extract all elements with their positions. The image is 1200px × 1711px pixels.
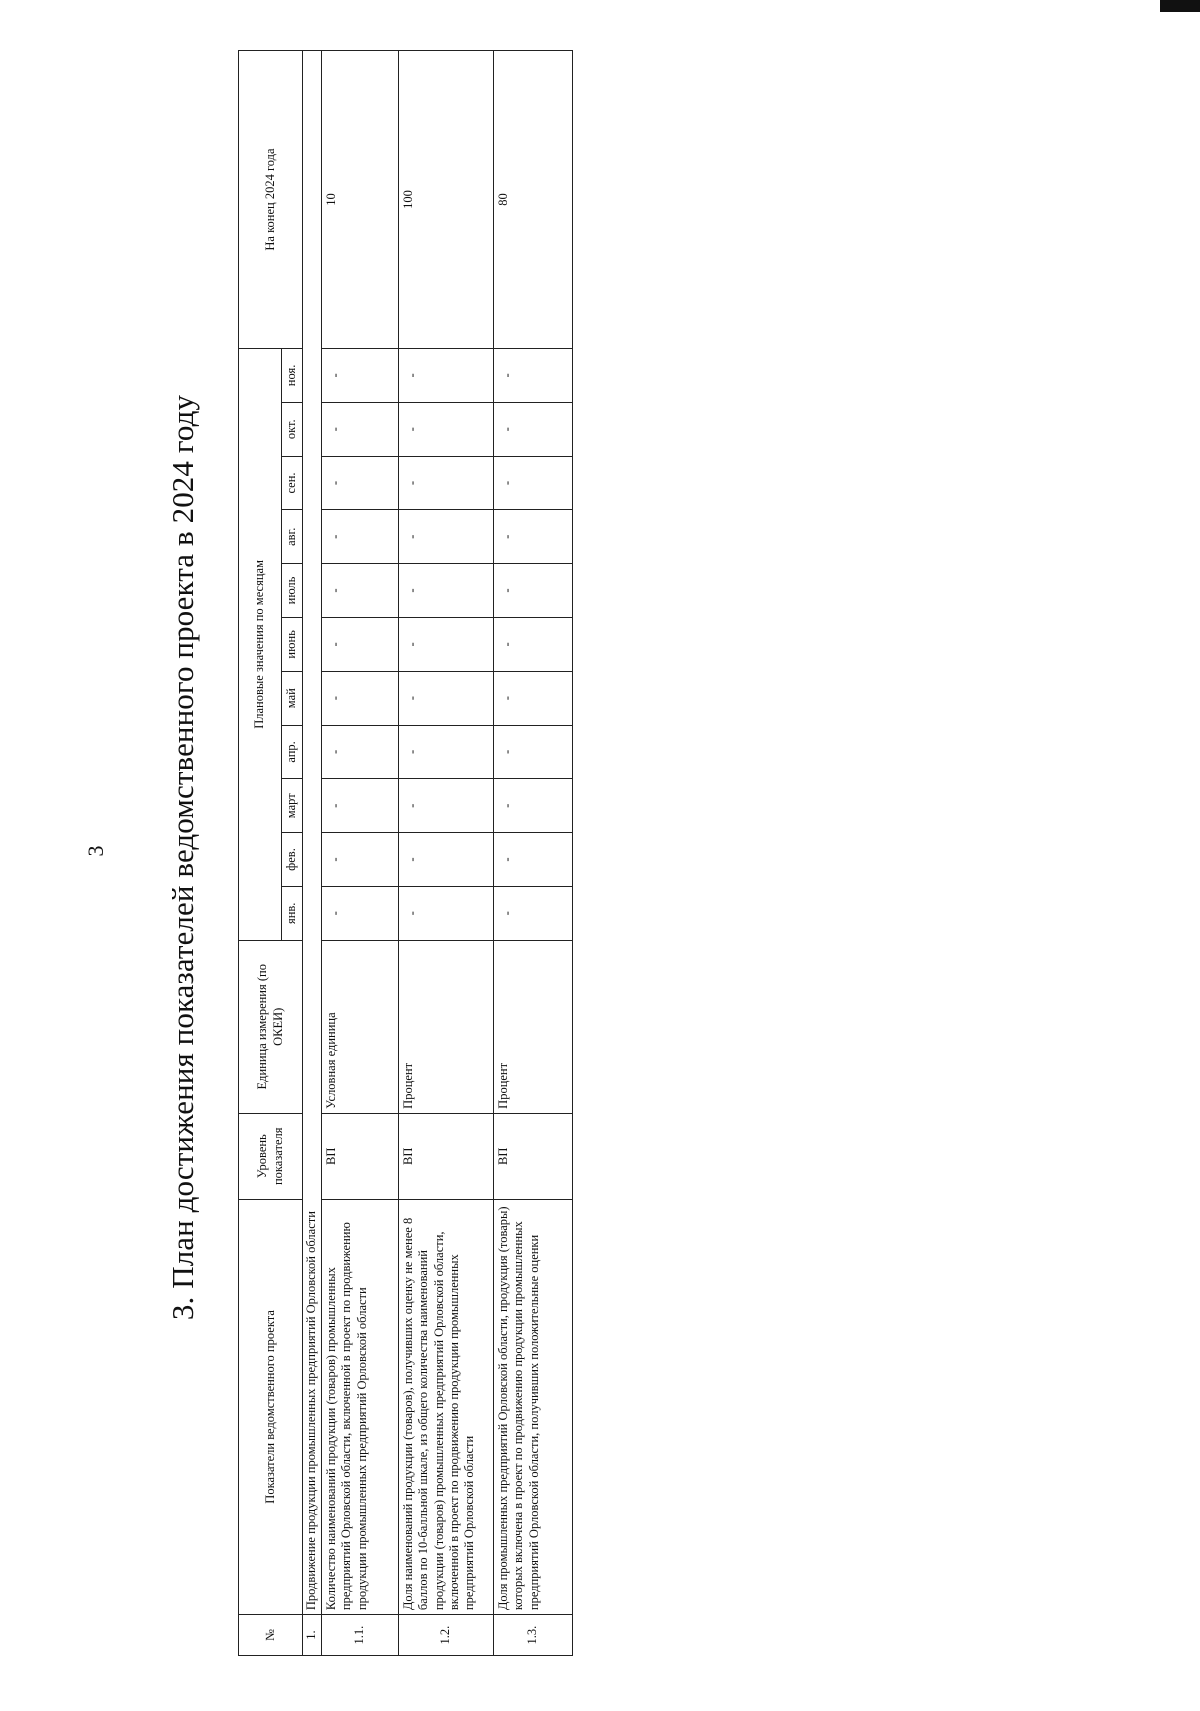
row-end-value: 10 — [322, 51, 399, 349]
rotated-page-content — [0, 50, 1200, 1665]
row-month-value: - — [399, 456, 494, 510]
header-month: сен. — [282, 456, 303, 510]
document-title: 3. План достижения показателей ведомственного проекта в 2024 году — [165, 394, 200, 1321]
row-month-value: - — [322, 779, 399, 833]
corner-scan-mark — [1160, 0, 1200, 12]
row-month-value: - — [399, 617, 494, 671]
header-month: май — [282, 671, 303, 725]
row-month-value: - — [494, 402, 573, 456]
row-unit: Процент — [399, 940, 494, 1113]
row-end-value: 80 — [494, 51, 573, 349]
row-month-value: - — [322, 617, 399, 671]
header-indicator: Показатели ведомственного проекта — [239, 1199, 303, 1614]
table-row — [322, 51, 399, 1656]
row-level: ВП — [322, 1113, 399, 1199]
header-month: окт. — [282, 402, 303, 456]
row-month-value: - — [399, 671, 494, 725]
header-month: ноя. — [282, 349, 303, 403]
row-month-value: - — [322, 833, 399, 887]
row-month-value: - — [399, 564, 494, 618]
header-month: март — [282, 779, 303, 833]
row-month-value: - — [322, 886, 399, 940]
section-row — [303, 51, 322, 1656]
row-month-value: - — [494, 349, 573, 403]
table-row — [399, 51, 494, 1656]
section-title: Продвижение продукции промышленных предприятий Орловской области — [303, 51, 322, 1615]
row-month-value: - — [494, 671, 573, 725]
row-month-value: - — [494, 510, 573, 564]
row-month-value: - — [322, 725, 399, 779]
row-month-value: - — [494, 617, 573, 671]
row-month-value: - — [399, 402, 494, 456]
row-month-value: - — [399, 779, 494, 833]
header-end-of-year: На конец 2024 года — [239, 51, 303, 349]
row-month-value: - — [322, 564, 399, 618]
header-row-top — [239, 51, 282, 1656]
header-monthly-values: Плановые значения по месяцам — [239, 349, 282, 941]
section-num: 1. — [303, 1615, 322, 1656]
row-month-value: - — [399, 349, 494, 403]
indicators-plan-table — [238, 50, 573, 1656]
row-month-value: - — [494, 886, 573, 940]
header-num: № — [239, 1615, 303, 1656]
row-unit: Условная единица — [322, 940, 399, 1113]
header-level: Уровень показателя — [239, 1113, 303, 1199]
row-month-value: - — [494, 725, 573, 779]
row-num: 1.1. — [322, 1615, 399, 1656]
row-month-value: - — [399, 725, 494, 779]
row-month-value: - — [322, 671, 399, 725]
header-month: июль — [282, 564, 303, 618]
row-end-value: 100 — [399, 51, 494, 349]
table-row — [494, 51, 573, 1656]
row-month-value: - — [399, 886, 494, 940]
indicators-table-wrapper — [238, 50, 573, 1656]
row-month-value: - — [399, 833, 494, 887]
row-month-value: - — [494, 564, 573, 618]
row-month-value: - — [494, 779, 573, 833]
row-month-value: - — [322, 510, 399, 564]
header-month: авг. — [282, 510, 303, 564]
row-month-value: - — [322, 402, 399, 456]
row-num: 1.3. — [494, 1615, 573, 1656]
row-level: ВП — [494, 1113, 573, 1199]
header-month: июнь — [282, 617, 303, 671]
row-month-value: - — [322, 349, 399, 403]
header-month: янв. — [282, 886, 303, 940]
row-indicator-name: Доля промышленных предприятий Орловской области, продукция (товары) которых включена в проект по продвижению продукции промышленных предприятий Орловской области, получивших положительные оценки — [494, 1199, 573, 1614]
row-unit: Процент — [494, 940, 573, 1113]
header-month: фев. — [282, 833, 303, 887]
row-indicator-name: Количество наименований продукции (товаров) промышленных предприятий Орловской области, включенной в проект по продвижению продукции промышленных предприятий Орловской области — [322, 1199, 399, 1614]
row-num: 1.2. — [399, 1615, 494, 1656]
page-number: 3 — [83, 845, 108, 857]
row-month-value: - — [322, 456, 399, 510]
row-month-value: - — [399, 510, 494, 564]
row-month-value: - — [494, 456, 573, 510]
header-month: апр. — [282, 725, 303, 779]
row-level: ВП — [399, 1113, 494, 1199]
row-month-value: - — [494, 833, 573, 887]
row-indicator-name: Доля наименований продукции (товаров), получивших оценку не менее 8 баллов по 10-балльной шкале, из общего количества наименований продукции (товаров) промышленных предприятий Орловской области, включенной в проект по продвижению продукции промышленных предприятий Орловской области — [399, 1199, 494, 1614]
header-unit: Единица измерения (по ОКЕИ) — [239, 940, 303, 1113]
